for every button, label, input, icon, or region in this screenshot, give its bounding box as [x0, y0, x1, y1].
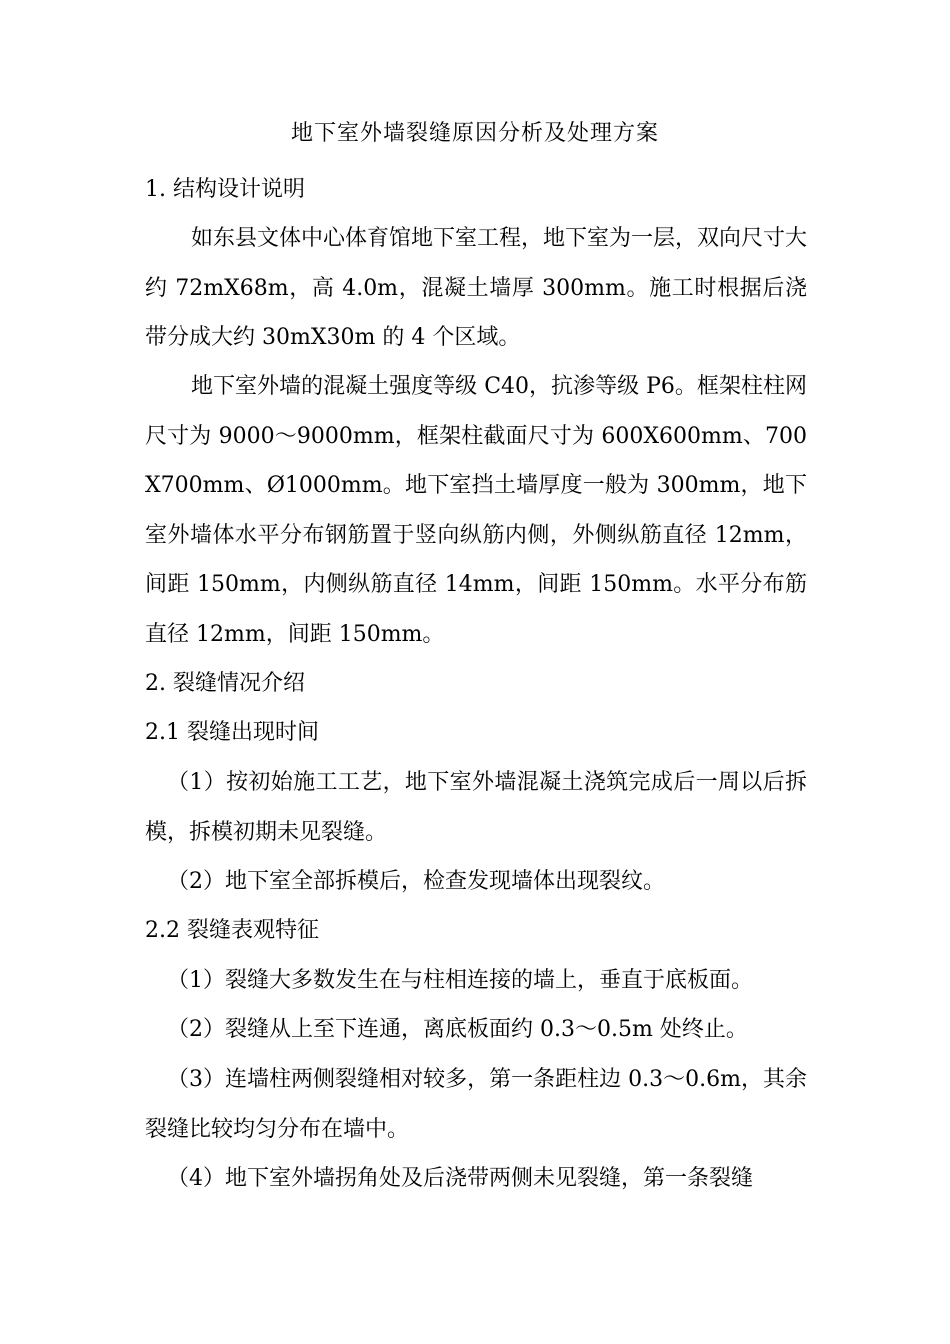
subsection-heading-2-1: 2.1 裂缝出现时间	[145, 720, 319, 745]
paragraph-structural-details: 地下室外墙的混凝土强度等级 C40，抗渗等级 P6。框架柱柱网尺寸为 9000～9000mm，框架柱截面尺寸为 600X600mm、700X700mm、Ø1000mm。地下室挡土墙厚度一般为 300mm，地下室外墙体水平分布钢筋置于竖向纵筋内侧，外侧纵筋直径 12mm，间距 150mm，内侧纵筋直径 14mm，间距 150mm。水平分布筋直径 12mm，间距 150mm。	[145, 374, 807, 647]
list-item: （1）裂缝大多数发生在与柱相连接的墙上，垂直于底板面。	[167, 968, 753, 993]
list-item: （1）按初始施工工艺，地下室外墙混凝土浇筑完成后一周以后拆模，拆模初期未见裂缝。	[145, 770, 807, 845]
paragraph-project-overview: 如东县文体中心体育馆地下室工程，地下室为一层，双向尺寸大约 72mX68m，高 4.0m，混凝土墙厚 300mm。施工时根据后浇带分成大约 30mX30m 的 4 个区域。	[145, 226, 808, 350]
list-item: （3）连墙柱两侧裂缝相对较多，第一条距柱边 0.3～0.6m，其余裂缝比较均匀分布在墙中。	[145, 1067, 807, 1142]
subsection-heading-2-2: 2.2 裂缝表观特征	[145, 918, 319, 943]
list-item: （4）地下室外墙拐角处及后浇带两侧未见裂缝，第一条裂缝	[167, 1166, 753, 1191]
list-item: （2）裂缝从上至下连通，离底板面约 0.3～0.5m 处终止。	[167, 1017, 748, 1042]
document-title: 地下室外墙裂缝原因分析及处理方案	[290, 121, 659, 146]
section-heading-1: 1. 结构设计说明	[145, 177, 305, 202]
list-item: （2）地下室全部拆模后，检查发现墙体出现裂纹。	[167, 869, 665, 894]
section-heading-2: 2. 裂缝情况介绍	[145, 671, 305, 696]
